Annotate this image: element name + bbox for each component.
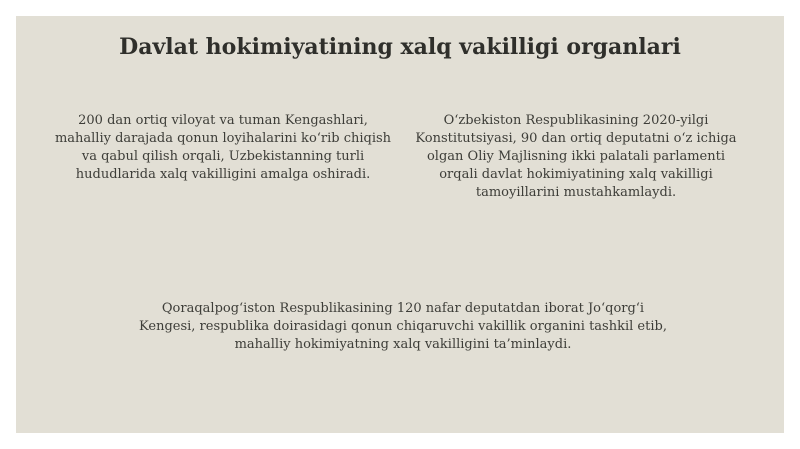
paragraph-right: O‘zbekiston Respublikasining 2020-yilgi Konstitutsiyasi, 90 dan ortiq deputatni o‘z ichiga olgan Oliy Majlisning ikki palatali parlamenti orqali davlat hokimiyatining xalq vakilligi tamoyillarini mustahkamlaydi.	[415, 113, 737, 200]
paragraph-left: 200 dan ortiq viloyat va tuman Kengashlari, mahalliy darajada qonun loyihalarini ko‘rib chiqish va qabul qilish orqali, Uzbekistanning turli hududlarida xalq vakilligini amalga oshiradi.	[54, 113, 392, 182]
presentation-slide	[16, 16, 784, 433]
slide-title: Davlat hokimiyatining xalq vakilligi organlari	[119, 34, 681, 60]
paragraph-bottom: Qoraqalpog‘iston Respublikasining 120 nafar deputatdan iborat Jo‘qorg‘i Kengesi, respublika doirasidagi qonun chiqaruvchi vakillik organini tashkil etib, mahalliy hokimiyatning xalq vakilligini ta’minlaydi.	[139, 301, 667, 352]
